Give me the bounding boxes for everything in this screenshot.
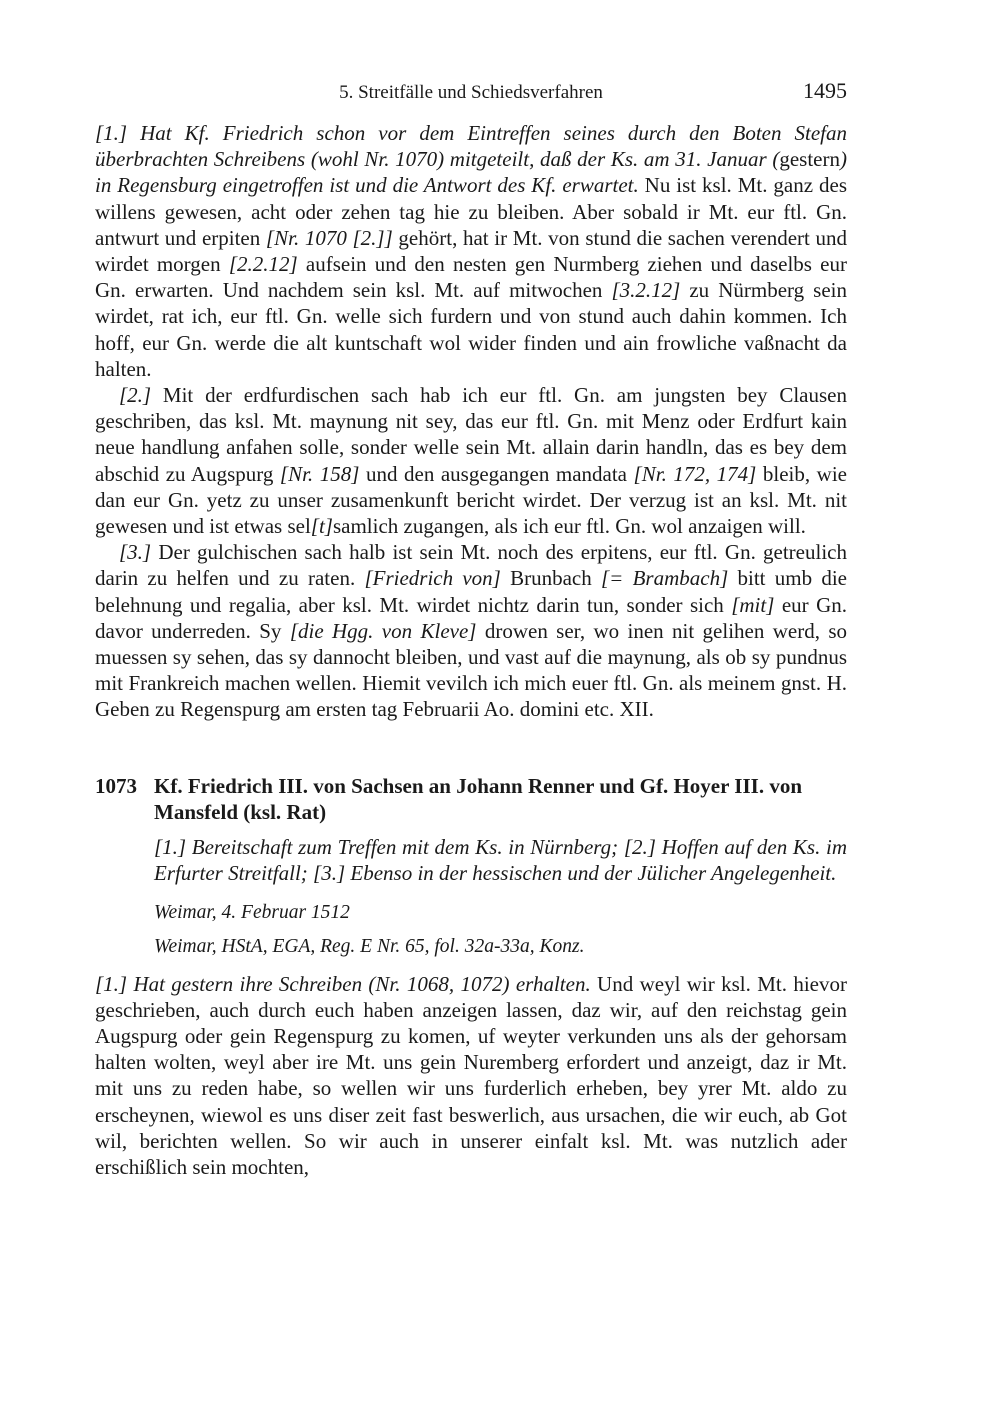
inline-text: Und weyl wir ksl. Mt. hievor geschrieben, auch durch euch haben anzeigen lassen, daz wir, auf den reichstag gein Augspurg oder gein Regenspurg zu komen, uf weyter verkunden uns als der gehorsam halten wolten, weyl aber ire Mt. uns gein Nuremberg erfordert und anzeigt, daz ir Mt. mit uns zu reden habe, so wellen wir uns furderlich erheben, bey yrer Mt. aldo zu erscheynen, wiewol es uns diser zeit fast beswerlich, aus ursachen, die wir euch, ab Got wil, berichten wellen. So wir auch in unserer einfalt ksl. Mt. was nutzlich ader erschißlich sein mochten, — [95, 971, 847, 1180]
inline-text: Brunbach — [500, 566, 601, 591]
section-marker: [3.] — [119, 540, 152, 565]
editorial-date: [3.2.12] — [611, 278, 681, 303]
editorial-insertion: [Friedrich von] — [364, 566, 501, 591]
editorial-insertion: [mit] — [731, 592, 775, 617]
section-marker: [2.] — [119, 383, 152, 408]
editorial-summary: [1.] Hat Kf. Friedrich schon vor dem Eintreffen seines durch den Boten Stefan überbrachten Schreibens (wohl Nr. 1070) mitgeteilt, daß der Ks. am 31. Januar ( — [95, 121, 847, 172]
inline-text: gehört, hat ir Mt. von stund die sachen verendert und wirdet morgen — [95, 225, 848, 277]
document-title: Kf. Friedrich III. von Sachsen an Johann Renner und Gf. Hoyer III. von Mansfeld (ksl. Rat) — [154, 773, 802, 825]
inline-text: zu Nürmberg sein wirdet, rat ich, eur ftl. Gn. welle sich furdern und von stund auch dahin kommen. Ich hoff, eur Gn. werde die alt kuntschaft wol wider finden und ain frowliche vaßnacht da halten. — [95, 278, 848, 381]
document-heading — [95, 773, 847, 826]
editorial-reference: [Nr. 158] — [279, 461, 360, 486]
inline-text: Der gulchischen sach halb ist sein Mt. noch des erpitens, eur ftl. Gn. getreulich darin zu helfen und zu raten. — [95, 540, 847, 591]
document-apparatus — [154, 834, 847, 959]
editorial-insertion: [= Brambach] — [601, 566, 729, 591]
inline-text: drowen ser, wo inen nit gelihen werd, so muessen sy sehen, das sy dannocht bleiben, und vast auf die maynung, als ob sy pundnus mit Frankreich machen wellen. Hiemit vevilch ich mich euer ftl. Gn. als meinem gnst. H. Geben zu Regenspurg am ersten tag Februarii Ao. domini etc. XII. — [95, 618, 848, 722]
inline-text: gestern — [779, 147, 840, 172]
inline-text: bitt umb die belehnung und regalia, aber ksl. Mt. wirdet nichtz darin tun, sonder sich — [95, 566, 847, 617]
document-place-date: Weimar, 4. Februar 1512 — [154, 901, 350, 923]
editorial-reference: [Nr. 1070 [2.]] — [265, 225, 393, 250]
document-number: 1073 — [95, 773, 137, 798]
running-title: 5. Streitfälle und Schiedsverfahren — [339, 82, 603, 103]
page-number: 1495 — [803, 78, 847, 103]
editorial-insertion: [t] — [310, 514, 333, 539]
editorial-reference: [Nr. 172, 174] — [633, 461, 757, 486]
page-body — [95, 120, 847, 1180]
letter-paragraph-1073-1 — [95, 971, 847, 1181]
letter-paragraph-2 — [95, 382, 847, 539]
inline-text: samlich zugangen, als ich eur ftl. Gn. wol anzaigen will. — [332, 514, 806, 539]
editorial-summary: [1.] Hat gestern ihre Schreiben (Nr. 1068, 1072) erhalten. — [95, 971, 591, 996]
editorial-summary: ) in Regensburg eingetroffen ist und die Antwort des Kf. erwartet. — [95, 147, 847, 198]
letter-paragraph-1 — [95, 120, 847, 382]
editorial-insertion: [die Hgg. von Kleve] — [289, 618, 477, 643]
running-head — [95, 80, 847, 106]
inline-text: Mit der erdfurdischen sach hab ich eur ftl. Gn. am jungsten bey Clausen geschriben, das ksl. Mt. maynung nit sey, das eur ftl. Gn. mit Menz oder Erdfurt kain neue handlung anfahen solle, sonder welle sein Mt. allain darin handln, das es bey dem abschid zu Augspurg — [95, 383, 847, 486]
inline-text: bleib, wie dan eur Gn. yetz zu unser zusamenkunft bericht wirdet. Der verzug ist an ksl. Mt. nit gewesen und ist etwas sel — [95, 461, 847, 539]
inline-text: Nu ist ksl. Mt. ganz des willens gewesen, acht oder zehen tag hie zu bleiben. Aber sobald ir Mt. eur ftl. Gn. antwurt und erpiten — [95, 173, 847, 250]
inline-text: aufsein und den nesten gen Nurmberg ziehen und daselbs eur Gn. erwarten. Und nachdem sein ksl. Mt. auf mitwochen — [95, 252, 847, 303]
letter-paragraph-3 — [95, 539, 847, 722]
inline-text: und den ausgegangen mandata — [359, 461, 634, 486]
document-source: Weimar, HStA, EGA, Reg. E Nr. 65, fol. 32a-33a, Konz. — [154, 935, 585, 957]
inline-text: eur Gn. davor underreden. Sy — [95, 592, 847, 643]
editorial-date: [2.2.12] — [228, 252, 298, 277]
document-summary: [1.] Bereitschaft zum Treffen mit dem Ks. in Nürnberg; [2.] Hoffen auf den Ks. im Erfurter Streitfall; [3.] Ebenso in der hessischen und der Jülicher Angelegenheit. — [154, 834, 847, 886]
